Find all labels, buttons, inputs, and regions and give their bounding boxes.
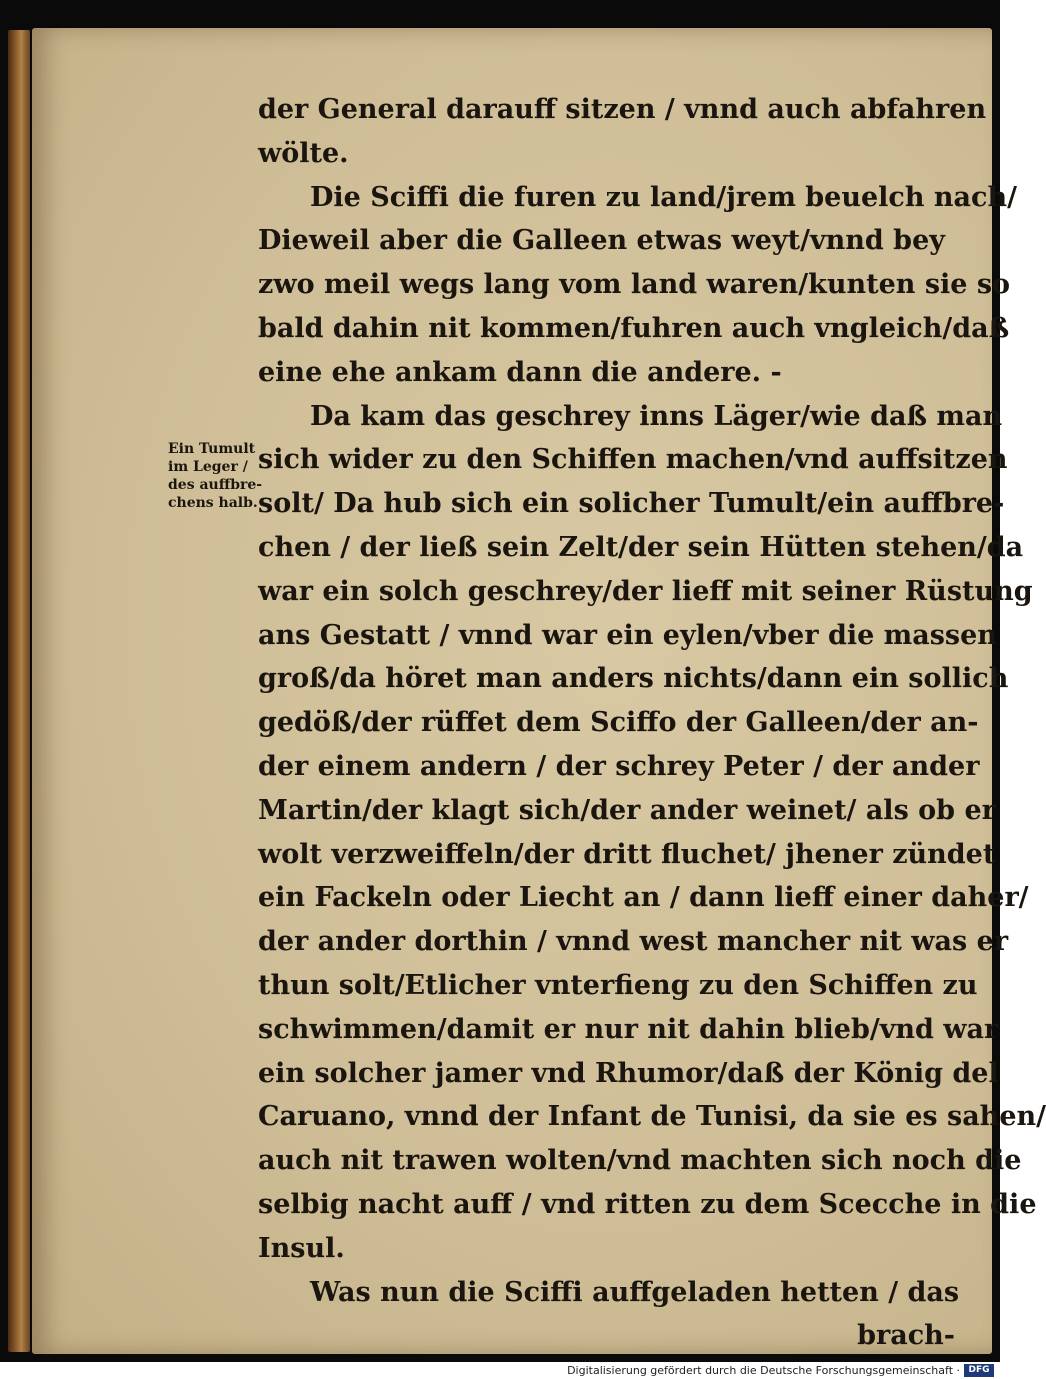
text-line: zwo meil wegs lang vom land waren/kunten sie so: [258, 269, 1011, 301]
text-line: auch nit trawen wolten/vnd machten sich noch die: [258, 1145, 1022, 1177]
text-line: bald dahin nit kommen/fuhren auch vngleich/daß: [258, 312, 1010, 344]
text-line: war ein solch geschrey/der lieff mit seiner Rüstung: [258, 575, 1033, 607]
text-line: chen / der ließ sein Zelt/der sein Hütten stehen/da: [258, 531, 1024, 563]
text-line: eine ehe ankam dann die andere. -: [258, 356, 782, 388]
marginal-note-line: chens halb.: [168, 495, 258, 511]
text-line: solt/ Da hub sich ein solicher Tumult/ein auffbre-: [258, 488, 1005, 520]
text-line: thun solt/Etlicher vnterfieng zu den Schiffen zu: [258, 969, 978, 1001]
text-line: Dieweil aber die Galleen etwas weyt/vnnd bey: [258, 225, 945, 257]
text-line: wolt verzweiffeln/der dritt fluchet/ jhener zündet: [258, 838, 996, 870]
text-line: der General darauff sitzen / vnnd auch abfahren: [258, 94, 987, 125]
text-line: Da kam das geschrey inns Läger/wie daß man: [310, 400, 1003, 432]
text-line: der ander dorthin / vnnd west mancher nit was er: [258, 926, 1009, 958]
text-line: sich wider zu den Schiffen machen/vnd auffsitzen: [258, 444, 1008, 476]
text-line: der einem andern / der schrey Peter / der ander: [258, 750, 980, 782]
text-line: Die Sciffi die furen zu land/jrem beuelch nach/: [310, 181, 1017, 213]
text-line: Insul.: [258, 1232, 345, 1264]
text-line: Caruano, vnnd der Infant de Tunisi, da sie es sahen/: [258, 1101, 1046, 1133]
text-line: wölte.: [258, 137, 349, 169]
text-line: groß/da höret man anders nichts/dann ein sollich: [258, 663, 1009, 695]
text-line: gedöß/der rüffet dem Sciffo der Galleen/der an-: [258, 707, 979, 739]
marginal-note-line: im Leger /: [168, 459, 248, 475]
marginal-note-line: des auffbre-: [168, 477, 263, 493]
catchword: brach-: [857, 1320, 955, 1352]
footer-bar: [0, 1362, 1000, 1379]
text-line: Martin/der klagt sich/der ander weinet/ als ob er: [258, 794, 996, 826]
text-line: ein solcher jamer vnd Rhumor/daß der König del: [258, 1057, 999, 1089]
text-line: Was nun die Sciffi auffgeladen hetten / das: [310, 1276, 960, 1308]
footer-credit: Digitalisierung gefördert durch die Deutsche Forschungsgemeinschaft ·: [567, 1364, 960, 1377]
text-line: selbig nacht auff / vnd ritten zu dem Scecche in die: [258, 1188, 1037, 1220]
text-line: ein Fackeln oder Liecht an / dann lieff einer daher/: [258, 882, 1029, 914]
dfg-logo: DFG: [964, 1364, 994, 1377]
text-line: schwimmen/damit er nur nit dahin blieb/vnd war: [258, 1013, 999, 1045]
book-spine-edge: [8, 30, 30, 1352]
text-line: ans Gestatt / vnnd war ein eylen/vber die massen: [258, 619, 997, 651]
marginal-note-line: Ein Tumult: [168, 441, 256, 457]
body-text: [258, 88, 1046, 1358]
